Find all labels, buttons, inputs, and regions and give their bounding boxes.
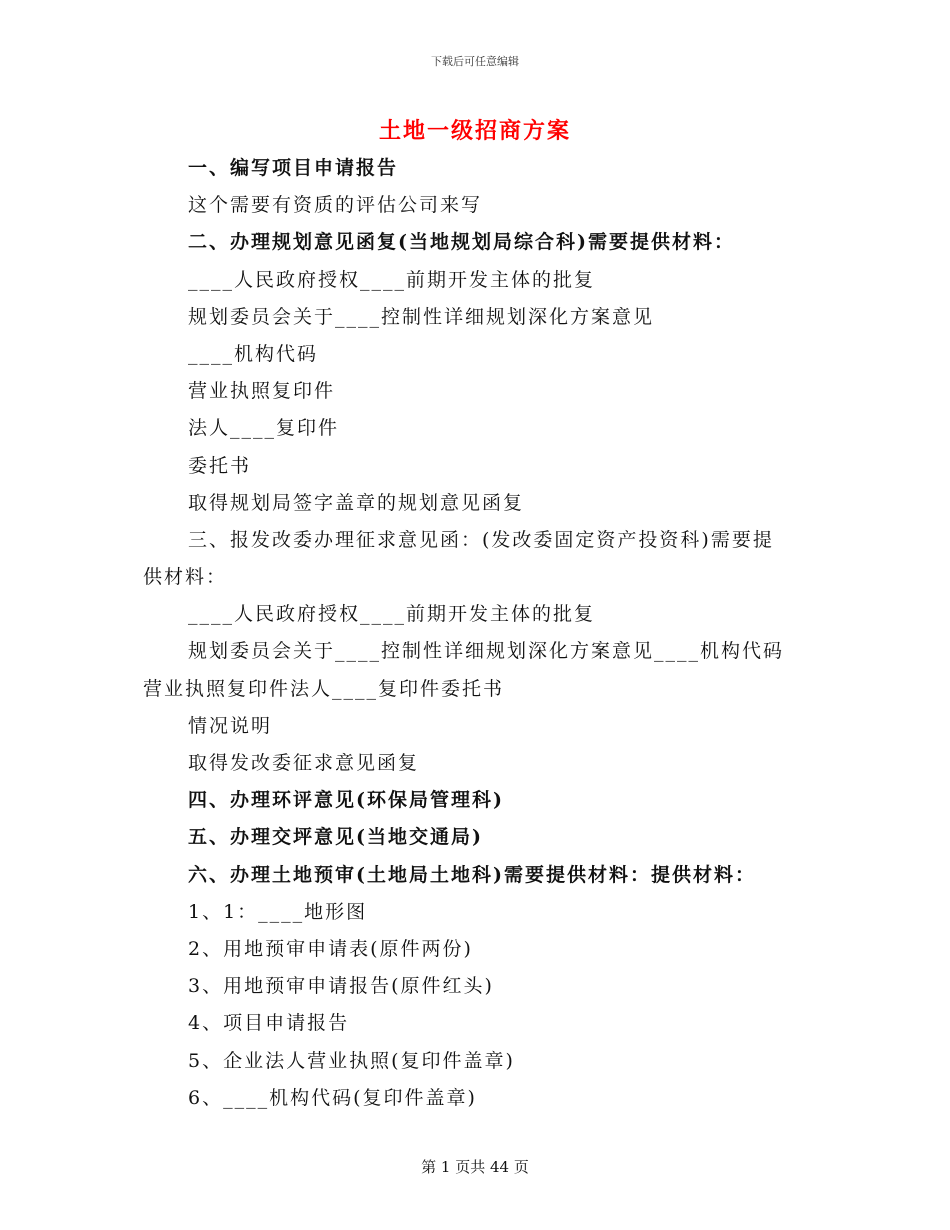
body-line: 法人____复印件 (188, 417, 340, 440)
section-heading: 六、办理土地预审(土地局土地科)需要提供材料：提供材料： (188, 863, 756, 886)
body-line: ____人民政府授权____前期开发主体的批复 (188, 603, 596, 626)
body-line: 营业执照复印件 (188, 380, 336, 403)
body-line: ____人民政府授权____前期开发主体的批复 (188, 268, 596, 291)
body-line: 2、用地预审申请表(原件两份) (188, 937, 473, 960)
body-line: 三、报发改委办理征求意见函：(发改委固定资产投资科)需要提 (188, 528, 774, 551)
body-line: 取得发改委征求意见函复 (188, 752, 420, 774)
body-line: 供材料： (143, 566, 228, 589)
section-heading: 四、办理环评意见(环保局管理科) (188, 789, 504, 812)
body-line: 4、项目申请报告 (188, 1012, 350, 1035)
body-line: 营业执照复印件法人____复印件委托书 (143, 677, 505, 700)
body-line: 5、企业法人营业执照(复印件盖章) (188, 1049, 515, 1072)
body-line: 规划委员会关于____控制性详细规划深化方案意见 (188, 305, 655, 328)
body-line: ____机构代码 (188, 342, 319, 365)
body-line: 这个需要有资质的评估公司来写 (188, 194, 483, 217)
header-note: 下载后可任意编辑 (431, 55, 519, 68)
section-heading: 一、编写项目申请报告 (188, 157, 399, 179)
body-line: 情况说明 (188, 714, 273, 737)
document-body (143, 150, 808, 1117)
body-line: 委托书 (188, 454, 252, 477)
body-line: 1、1：____地形图 (188, 900, 368, 923)
section-heading: 二、办理规划意见函复(当地规划局综合科)需要提供材料： (188, 231, 735, 254)
body-line: 规划委员会关于____控制性详细规划深化方案意见____机构代码 (188, 640, 785, 663)
document-title: 土地一级招商方案 (378, 118, 571, 144)
body-line: 取得规划局签字盖章的规划意见函复 (188, 491, 525, 514)
page-footer: 第 1 页共 44 页 (421, 1158, 529, 1176)
body-line: 3、用地预审申请报告(原件红头) (188, 975, 494, 998)
body-line: 6、____机构代码(复印件盖章) (188, 1086, 477, 1109)
section-heading: 五、办理交坪意见(当地交通局) (188, 826, 483, 849)
